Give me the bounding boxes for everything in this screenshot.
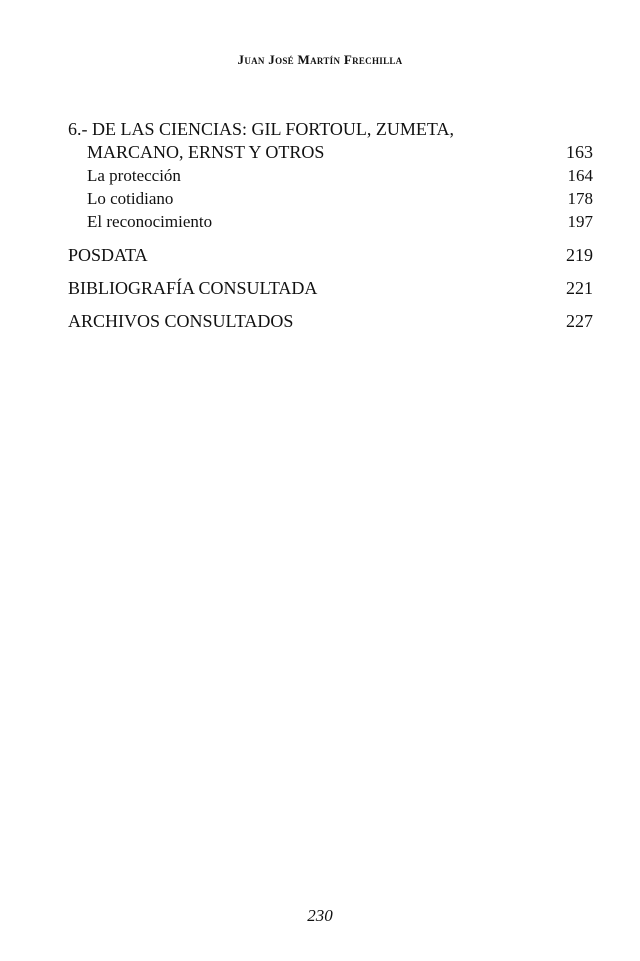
- page-number: 230: [307, 906, 333, 925]
- table-of-contents: [68, 118, 593, 333]
- section-entry: [68, 210, 593, 233]
- toc-entry: [68, 310, 593, 333]
- chapter-title-line-1: 6.- DE LAS CIENCIAS: GIL FORTOUL, ZUMETA,: [68, 119, 454, 139]
- section-label: El reconocimiento: [87, 212, 213, 231]
- entry-page-number: 221: [566, 278, 593, 298]
- section-page-number: 197: [567, 212, 593, 231]
- entry-label: ARCHIVOS CONSULTADOS: [68, 311, 294, 331]
- section-entry: [68, 164, 593, 187]
- entry-page-number: 219: [566, 245, 593, 265]
- section-label: La protección: [87, 166, 181, 185]
- entry-label: BIBLIOGRAFÍA CONSULTADA: [68, 278, 318, 298]
- chapter-entry: [68, 141, 593, 164]
- chapter-page-number: 163: [566, 142, 593, 162]
- section-page-number: 178: [567, 189, 593, 208]
- section-page-number: 164: [567, 166, 593, 185]
- chapter-title-line-2: MARCANO, ERNST Y OTROS: [87, 142, 325, 162]
- toc-entry: [68, 244, 593, 267]
- running-head: Juan José Martín Frechilla: [237, 52, 403, 67]
- section-entry: [68, 187, 593, 210]
- toc-entry: [68, 277, 593, 300]
- section-label: Lo cotidiano: [87, 189, 174, 208]
- entry-label: POSDATA: [68, 245, 148, 265]
- entry-page-number: 227: [566, 311, 593, 331]
